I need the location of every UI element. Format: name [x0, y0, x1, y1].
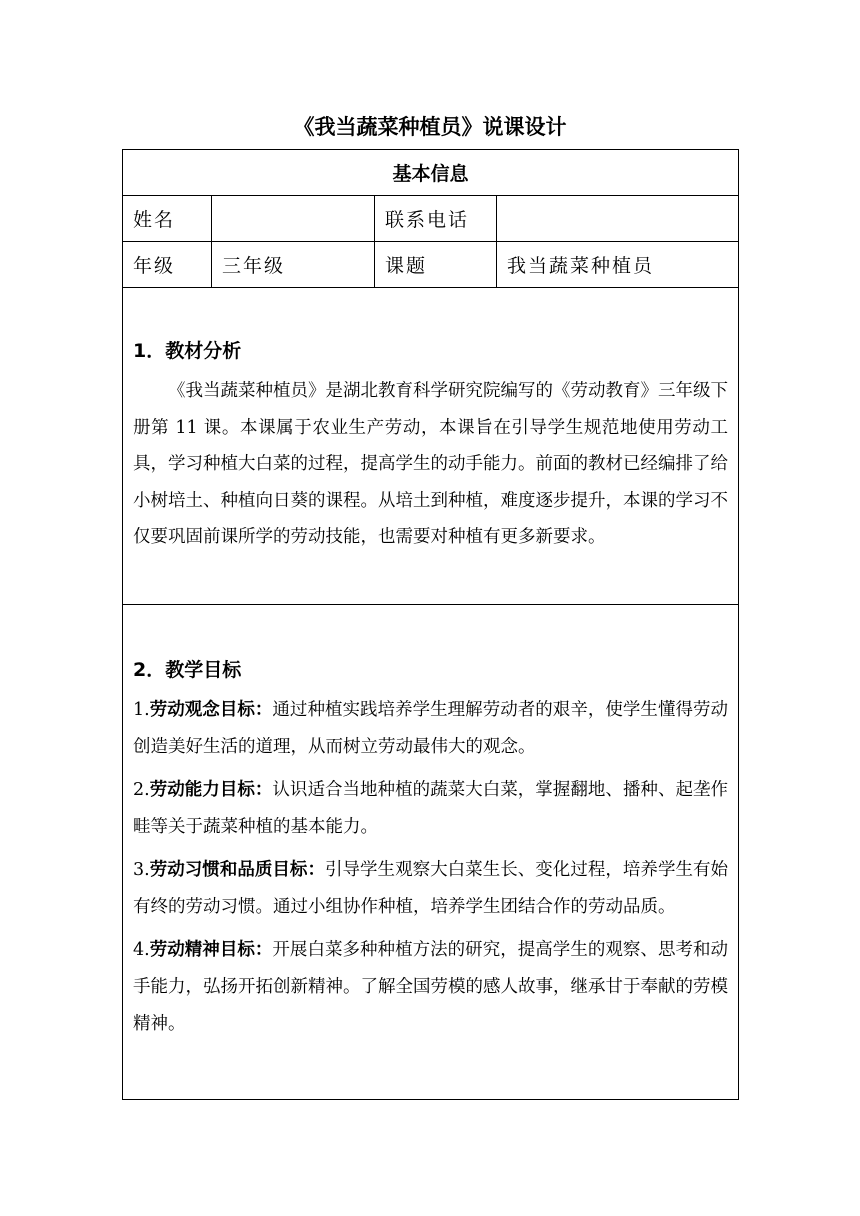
textbook-analysis-text: 《我当蔬菜种植员》是湖北教育科学研究院编写的《劳动教育》三年级下册第 11 课。本课属于农业生产劳动，本课旨在引导学生规范地使用劳动工具，学习种植大白菜的过程，提高学生的动手能力。前面的教材已经编排了给小树培土、种植向日葵的课程。从培土到种植，难度逐步提升，本课的学习不仅要巩固前课所学的劳动技能，也需要对种植有更多新要求。 — [133, 381, 729, 548]
grade-label: 年级 — [123, 242, 212, 288]
phone-label: 联系电话 — [375, 196, 497, 242]
goal-item — [133, 932, 728, 1043]
teaching-goals-heading: 2．教学目标 — [133, 659, 242, 681]
name-value — [212, 196, 375, 242]
goal-number: 4. — [133, 940, 150, 960]
textbook-analysis-section — [123, 288, 739, 605]
goal-item — [133, 772, 728, 846]
goal-text: 引导学生观察大白菜生长、变化过程，培养学生有始有终的劳动习惯。通过小组协作种植，培养学生团结合作的劳动品质。 — [133, 860, 729, 917]
goal-text: 认识适合当地种植的蔬菜大白菜，掌握翻地、播种、起垄作畦等关于蔬菜种植的基本能力。 — [133, 780, 729, 837]
phone-value — [497, 196, 739, 242]
goal-item — [133, 852, 728, 926]
goal-label: 劳动精神目标： — [149, 940, 273, 960]
goal-text: 通过种植实践培养学生理解劳动者的艰辛，使学生懂得劳动创造美好生活的道理，从而树立劳动最伟大的观念。 — [133, 700, 729, 757]
topic-label: 课题 — [375, 242, 497, 288]
lesson-design-table — [122, 149, 739, 1100]
teaching-goals-section — [123, 605, 739, 1100]
basic-info-header: 基本信息 — [123, 150, 739, 196]
goal-number: 1. — [133, 700, 150, 720]
name-label: 姓名 — [123, 196, 212, 242]
goal-label: 劳动观念目标： — [149, 700, 273, 720]
topic-value: 我当蔬菜种植员 — [497, 242, 739, 288]
goal-text: 开展白菜多种种植方法的研究，提高学生的观察、思考和动手能力，弘扬开拓创新精神。了解全国劳模的感人故事，继承甘于奉献的劳模精神。 — [133, 940, 729, 1034]
goal-number: 2. — [133, 780, 150, 800]
textbook-analysis-heading: 1．教材分析 — [133, 340, 242, 363]
goal-label: 劳动习惯和品质目标： — [149, 860, 325, 880]
goal-item — [133, 692, 728, 766]
document-title: 《我当蔬菜种植员》说课设计 — [293, 115, 567, 139]
goal-number: 3. — [133, 860, 150, 880]
grade-value: 三年级 — [212, 242, 375, 288]
goal-label: 劳动能力目标： — [149, 780, 273, 800]
